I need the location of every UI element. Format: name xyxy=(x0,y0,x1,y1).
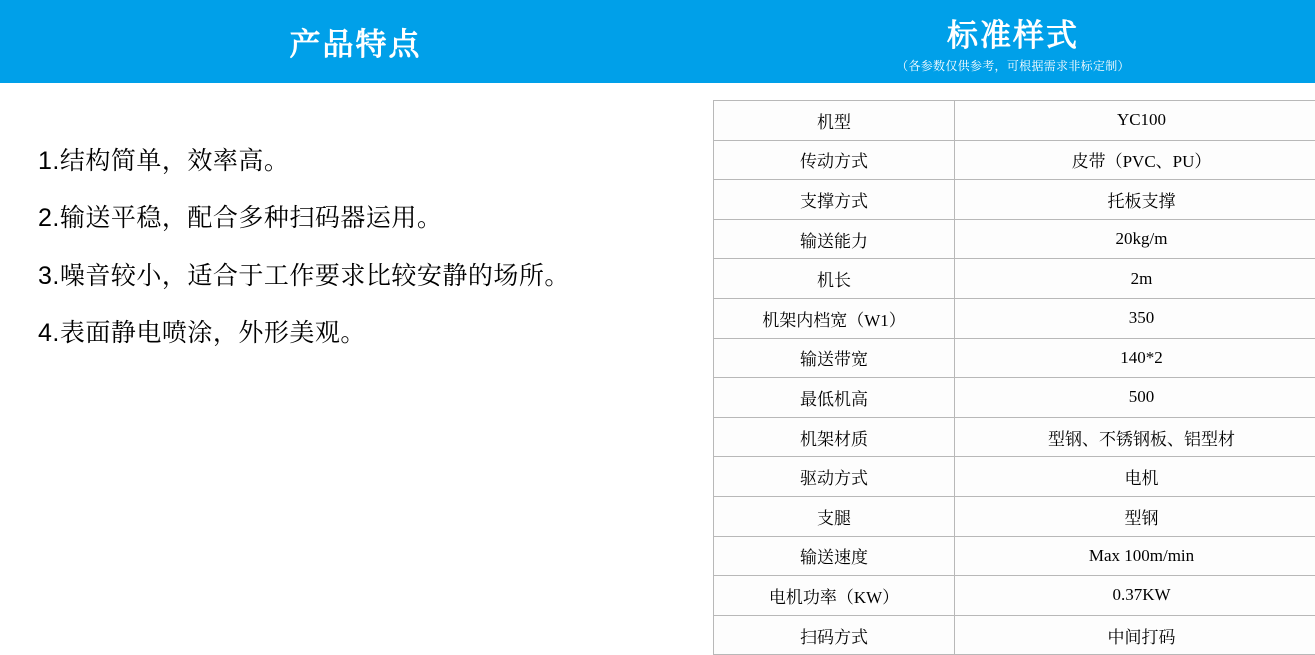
standard-spec-banner xyxy=(711,0,1315,83)
product-features-banner xyxy=(0,0,711,83)
table-row xyxy=(714,219,1315,259)
spec-value: 托板支撑 xyxy=(955,180,1315,220)
table-row xyxy=(714,417,1315,457)
list-item: 2.输送平稳，配合多种扫码器运用。 xyxy=(38,203,688,234)
table-row xyxy=(714,140,1315,180)
spec-value: 2m xyxy=(955,259,1315,299)
table-row xyxy=(714,180,1315,220)
spec-table xyxy=(713,100,1315,655)
spec-label: 机架内档宽（W1） xyxy=(714,298,955,338)
spec-value: 皮带（PVC、PU） xyxy=(955,140,1315,180)
spec-value: 型钢 xyxy=(955,496,1315,536)
table-row xyxy=(714,101,1315,141)
spec-value: 500 xyxy=(955,378,1315,418)
table-row xyxy=(714,298,1315,338)
spec-label: 传动方式 xyxy=(714,140,955,180)
spec-label: 输送带宽 xyxy=(714,338,955,378)
spec-value: 0.37KW xyxy=(955,576,1315,616)
spec-label: 输送能力 xyxy=(714,219,955,259)
spec-value: 型钢、不锈钢板、铝型材 xyxy=(955,417,1315,457)
spec-value: 电机 xyxy=(955,457,1315,497)
table-row xyxy=(714,536,1315,576)
spec-label: 支腿 xyxy=(714,496,955,536)
spec-value: Max 100m/min xyxy=(955,536,1315,576)
table-row xyxy=(714,615,1315,655)
spec-label: 机型 xyxy=(714,101,955,141)
list-item: 4.表面静电喷涂，外形美观。 xyxy=(38,318,688,349)
standard-spec-subtitle: （各参数仅供参考，可根据需求非标定制） xyxy=(896,57,1130,74)
table-row xyxy=(714,457,1315,497)
table-row xyxy=(714,576,1315,616)
list-item: 3.噪音较小，适合于工作要求比较安静的场所。 xyxy=(38,261,688,292)
table-row xyxy=(714,496,1315,536)
spec-value: 中间打码 xyxy=(955,615,1315,655)
table-row xyxy=(714,259,1315,299)
spec-label: 机架材质 xyxy=(714,417,955,457)
list-item: 1.结构简单，效率高。 xyxy=(38,146,688,177)
spec-label: 扫码方式 xyxy=(714,615,955,655)
spec-label: 输送速度 xyxy=(714,536,955,576)
spec-label: 驱动方式 xyxy=(714,457,955,497)
standard-spec-title: 标准样式 xyxy=(947,10,1079,55)
product-features-list xyxy=(38,146,688,375)
table-row xyxy=(714,378,1315,418)
spec-value: 350 xyxy=(955,298,1315,338)
spec-label: 支撑方式 xyxy=(714,180,955,220)
product-features-title: 产品特点 xyxy=(290,19,422,64)
spec-value: 20kg/m xyxy=(955,219,1315,259)
spec-value: 140*2 xyxy=(955,338,1315,378)
spec-label: 最低机高 xyxy=(714,378,955,418)
spec-label: 机长 xyxy=(714,259,955,299)
spec-value: YC100 xyxy=(955,101,1315,141)
table-row xyxy=(714,338,1315,378)
standard-spec-section xyxy=(711,0,1315,653)
spec-label: 电机功率（KW） xyxy=(714,576,955,616)
